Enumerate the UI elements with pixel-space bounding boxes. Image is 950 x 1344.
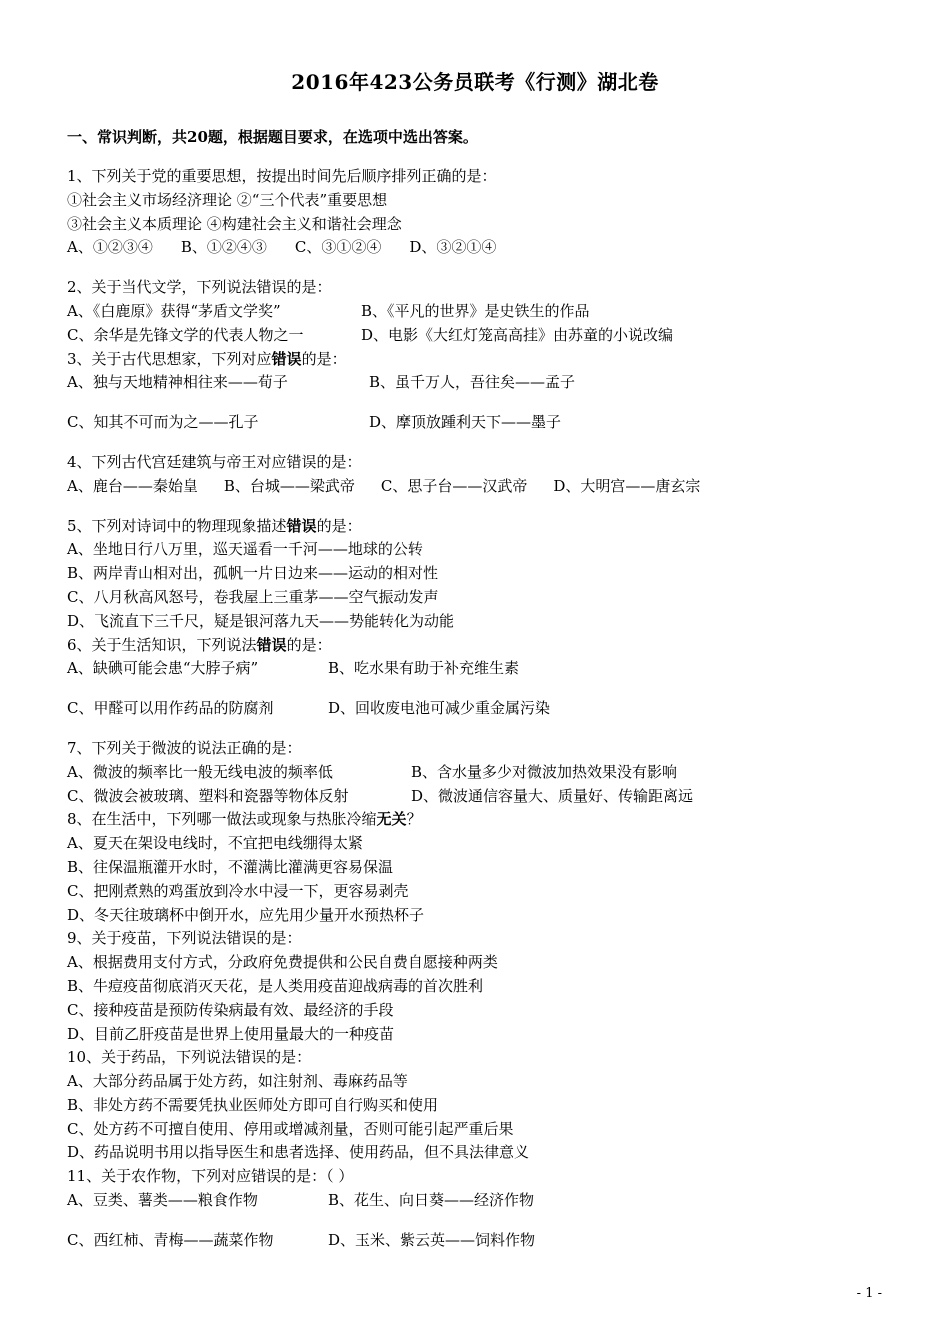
q3-stem [67,348,887,372]
q5-stem-text: 5、下列对诗词中的物理现象描述 [67,516,287,535]
q2-options-ab [67,300,887,324]
q2-stem: 2、关于当代文学，下列说法错误的是： [67,278,332,297]
q1-option-c: C、③①②④ [294,238,382,257]
q2-option-b: B、《平凡的世界》是史铁生的作品 [361,301,590,320]
q4-option-b: B、台城——梁武帝 [223,476,355,495]
q6-stem-emphasis: 错误 [256,635,287,654]
q11-option-c: C、西红柿、青梅——蔬菜作物 [67,1230,274,1249]
q8-option-d: D、冬天往玻璃杯中倒开水，应先用少量开水预热杯子 [67,905,425,924]
q3-options-cd [67,411,887,435]
page-title: 2016年423公务员联考《行测》湖北卷 [291,70,659,94]
q6-options-ab [67,657,887,681]
q8-stem [67,808,887,832]
q9-option-b: B、牛痘疫苗彻底消灭天花，是人类用疫苗迎战病毒的首次胜利 [67,976,484,995]
q5-stem [67,515,887,539]
q1-line3: ③社会主义本质理论 ④构建社会主义和谐社会理念 [67,214,402,233]
q7-stem: 7、下列关于微波的说法正确的是： [67,738,302,757]
page-number: - 1 - [856,1286,882,1301]
q1-stem: 1、下列关于党的重要思想，按提出时间先后顺序排列正确的是： [67,167,497,185]
q8-stem-emphasis: 无关 [376,810,407,829]
q1-options [67,236,887,260]
q8-option-c: C、把刚煮熟的鸡蛋放到冷水中浸一下，更容易剥壳 [67,881,409,900]
q11-options-ab [67,1189,887,1213]
q7-options-ab [67,761,887,785]
q8-option-a: A、夏天在架设电线时，不宜把电线绷得太紧 [67,834,363,853]
q5-option-a: A、坐地日行八万里，巡天遥看一千河——地球的公转 [67,540,423,559]
q6-option-c: C、甲醛可以用作药品的防腐剂 [67,699,274,718]
question-list [67,165,887,1253]
q6-option-b: B、吃水果有助于补充维生素 [328,659,520,678]
q6-option-d: D、回收废电池可减少重金属污染 [328,699,551,718]
q1-option-d: D、③②①④ [409,238,497,257]
q3-options-ab [67,371,887,395]
q11-option-a: A、豆类、薯类——粮食作物 [67,1191,258,1210]
q6-options-cd [67,697,887,721]
q10-option-b: B、非处方药不需要凭执业医师处方即可自行购买和使用 [67,1095,439,1114]
q2-options-cd [67,324,887,348]
q10-option-d: D、药品说明书用以指导医生和患者选择、使用药品，但不具法律意义 [67,1143,530,1162]
q4-option-d: D、大明宫——唐玄宗 [553,476,701,495]
q11-stem: 11、关于农作物，下列对应错误的是：（ ） [67,1167,354,1186]
q11-options-cd [67,1229,887,1253]
q3-option-d: D、摩顶放踵利天下——墨子 [369,413,562,432]
q8-option-b: B、往保温瓶灌开水时，不灌满比灌满更容易保温 [67,857,394,876]
q7-option-b: B、含水量多少对微波加热效果没有影响 [411,762,678,781]
q7-option-c: C、微波会被玻璃、塑料和瓷器等物体反射 [67,786,349,805]
q3-option-c: C、知其不可而为之——孔子 [67,413,259,432]
q5-option-d: D、飞流直下三千尺，疑是银河落九天——势能转化为动能 [67,611,455,630]
q6-stem-text: 6、关于生活知识，下列说法 [67,635,257,654]
q3-stem-end: 的是： [301,349,347,368]
q5-option-b: B、两岸青山相对出，孤帆一片日边来——运动的相对性 [67,564,439,583]
q1-option-b: B、①②④③ [180,238,267,257]
q2-option-a: A、《白鹿原》获得“茅盾文学奖” [67,301,281,320]
q10-option-a: A、大部分药品属于处方药，如注射剂、毒麻药品等 [67,1072,408,1091]
q4-options [67,475,887,499]
q7-options-cd [67,785,887,809]
q5-stem-end: 的是： [316,516,362,535]
q11-option-b: B、花生、向日葵——经济作物 [328,1191,535,1210]
q9-option-a: A、根据费用支付方式，分政府免费提供和公民自费自愿接种两类 [67,953,498,972]
q3-stem-text: 3、关于古代思想家，下列对应 [67,349,272,368]
q10-stem: 10、关于药品，下列说法错误的是： [67,1048,312,1067]
q9-stem: 9、关于疫苗，下列说法错误的是： [67,929,302,948]
q3-option-b: B、虽千万人，吾往矣——孟子 [369,373,576,392]
q3-stem-emphasis: 错误 [271,349,302,368]
q8-stem-text: 8、在生活中，下列哪一做法或现象与热胀冷缩 [67,810,377,829]
q10-option-c: C、处方药不可擅自使用、停用或增减剂量，否则可能引起严重后果 [67,1119,514,1138]
q2-option-d: D、电影《大红灯笼高高挂》由苏童的小说改编 [361,325,674,344]
q4-option-a: A、鹿台——秦始皇 [67,476,198,495]
q6-option-a: A、缺碘可能会患“大脖子病” [67,659,259,678]
q8-stem-end: ？ [406,810,422,829]
q5-option-c: C、八月秋高风怒号，卷我屋上三重茅——空气振动发声 [67,587,439,606]
q7-option-a: A、微波的频率比一般无线电波的频率低 [67,762,333,781]
q6-stem [67,634,887,658]
q9-option-d: D、目前乙肝疫苗是世界上使用量最大的一种疫苗 [67,1024,395,1043]
q3-option-a: A、独与天地精神相往来——荀子 [67,373,288,392]
q11-option-d: D、玉米、紫云英——饲料作物 [328,1230,536,1249]
q1-line2: ①社会主义市场经济理论 ②“三个代表”重要思想 [67,190,388,209]
q7-option-d: D、微波通信容量大、质量好、传输距离远 [411,786,694,805]
q4-option-c: C、思子台——汉武帝 [380,476,528,495]
section-heading: 一、常识判断，共20题，根据题目要求，在选项中选出答案。 [67,128,478,146]
q1-option-a: A、①②③④ [67,238,153,257]
q6-stem-end: 的是： [286,635,332,654]
q2-option-c: C、余华是先锋文学的代表人物之一 [67,325,304,344]
q9-option-c: C、接种疫苗是预防传染病最有效、最经济的手段 [67,1000,394,1019]
q5-stem-emphasis: 错误 [286,516,317,535]
q4-stem: 4、下列古代宫廷建筑与帝王对应错误的是： [67,452,362,471]
